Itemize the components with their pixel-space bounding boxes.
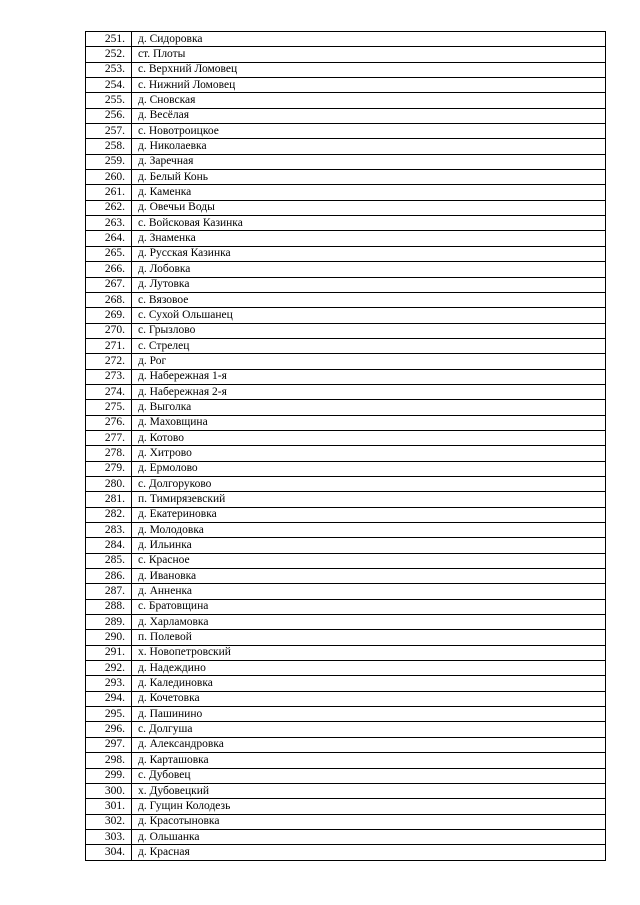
row-number-cell: 294.: [86, 691, 132, 706]
table-row: [86, 829, 606, 844]
row-number-cell: 273.: [86, 369, 132, 384]
table-row: [86, 492, 606, 507]
table-row: [86, 722, 606, 737]
table-row: [86, 845, 606, 860]
row-number-cell: 257.: [86, 124, 132, 139]
settlement-name-cell: д. Гущин Колодезь: [132, 799, 606, 814]
settlement-name-cell: д. Карташовка: [132, 753, 606, 768]
table-row: [86, 476, 606, 491]
table-row: [86, 354, 606, 369]
row-number-cell: 295.: [86, 707, 132, 722]
row-number-cell: 258.: [86, 139, 132, 154]
settlement-name-cell: д. Овечьи Воды: [132, 200, 606, 215]
row-number-cell: 256.: [86, 108, 132, 123]
table-row: [86, 139, 606, 154]
row-number-cell: 280.: [86, 476, 132, 491]
table-row: [86, 430, 606, 445]
row-number-cell: 302.: [86, 814, 132, 829]
row-number-cell: 251.: [86, 32, 132, 47]
row-number-cell: 279.: [86, 461, 132, 476]
table-row: [86, 737, 606, 752]
row-number-cell: 292.: [86, 661, 132, 676]
row-number-cell: 283.: [86, 523, 132, 538]
settlement-name-cell: д. Красная: [132, 845, 606, 860]
table-row: [86, 615, 606, 630]
table-row: [86, 553, 606, 568]
settlement-name-cell: х. Новопетровский: [132, 645, 606, 660]
table-row: [86, 415, 606, 430]
row-number-cell: 266.: [86, 262, 132, 277]
settlement-name-cell: д. Рог: [132, 354, 606, 369]
row-number-cell: 261.: [86, 185, 132, 200]
table-row: [86, 814, 606, 829]
row-number-cell: 253.: [86, 62, 132, 77]
table-row: [86, 753, 606, 768]
row-number-cell: 298.: [86, 753, 132, 768]
table-row: [86, 538, 606, 553]
row-number-cell: 254.: [86, 78, 132, 93]
table-row: [86, 323, 606, 338]
table-row: [86, 78, 606, 93]
settlement-name-cell: д. Александровка: [132, 737, 606, 752]
row-number-cell: 271.: [86, 338, 132, 353]
settlement-name-cell: д. Красотыновка: [132, 814, 606, 829]
table-row: [86, 369, 606, 384]
settlement-name-cell: д. Ильинка: [132, 538, 606, 553]
settlement-name-cell: д. Белый Конь: [132, 170, 606, 185]
settlement-name-cell: д. Ермолово: [132, 461, 606, 476]
table-row: [86, 308, 606, 323]
settlement-name-cell: с. Стрелец: [132, 338, 606, 353]
row-number-cell: 297.: [86, 737, 132, 752]
settlement-name-cell: с. Нижний Ломовец: [132, 78, 606, 93]
row-number-cell: 265.: [86, 246, 132, 261]
settlement-name-cell: д. Заречная: [132, 154, 606, 169]
row-number-cell: 286.: [86, 569, 132, 584]
row-number-cell: 269.: [86, 308, 132, 323]
settlement-name-cell: с. Войсковая Казинка: [132, 216, 606, 231]
table-row: [86, 277, 606, 292]
table-row: [86, 584, 606, 599]
table-row: [86, 569, 606, 584]
settlement-name-cell: с. Сухой Ольшанец: [132, 308, 606, 323]
table-row: [86, 507, 606, 522]
row-number-cell: 252.: [86, 47, 132, 62]
table-row: [86, 62, 606, 77]
table-row: [86, 676, 606, 691]
settlements-table: [85, 31, 606, 861]
settlement-name-cell: с. Новотроицкое: [132, 124, 606, 139]
table-row: [86, 599, 606, 614]
row-number-cell: 288.: [86, 599, 132, 614]
table-row: [86, 691, 606, 706]
settlement-name-cell: п. Полевой: [132, 630, 606, 645]
table-row: [86, 707, 606, 722]
settlement-name-cell: д. Знаменка: [132, 231, 606, 246]
row-number-cell: 264.: [86, 231, 132, 246]
table-row: [86, 124, 606, 139]
table-row: [86, 246, 606, 261]
table-row: [86, 108, 606, 123]
table-row: [86, 216, 606, 231]
row-number-cell: 303.: [86, 829, 132, 844]
table-row: [86, 799, 606, 814]
settlement-name-cell: д. Екатериновка: [132, 507, 606, 522]
settlement-name-cell: д. Ольшанка: [132, 829, 606, 844]
table-row: [86, 47, 606, 62]
settlement-name-cell: д. Калединовка: [132, 676, 606, 691]
settlement-name-cell: д. Каменка: [132, 185, 606, 200]
row-number-cell: 270.: [86, 323, 132, 338]
table-row: [86, 154, 606, 169]
row-number-cell: 282.: [86, 507, 132, 522]
table-row: [86, 292, 606, 307]
settlement-name-cell: д. Кочетовка: [132, 691, 606, 706]
settlements-table-body: [86, 32, 606, 861]
table-row: [86, 384, 606, 399]
row-number-cell: 289.: [86, 615, 132, 630]
row-number-cell: 296.: [86, 722, 132, 737]
settlement-name-cell: с. Грызлово: [132, 323, 606, 338]
table-row: [86, 200, 606, 215]
table-row: [86, 185, 606, 200]
settlement-name-cell: д. Набережная 1-я: [132, 369, 606, 384]
settlement-name-cell: д. Пашинино: [132, 707, 606, 722]
table-row: [86, 630, 606, 645]
row-number-cell: 263.: [86, 216, 132, 231]
table-row: [86, 338, 606, 353]
table-row: [86, 645, 606, 660]
table-row: [86, 523, 606, 538]
settlement-name-cell: д. Лобовка: [132, 262, 606, 277]
settlement-name-cell: с. Долгуша: [132, 722, 606, 737]
row-number-cell: 277.: [86, 430, 132, 445]
row-number-cell: 290.: [86, 630, 132, 645]
settlement-name-cell: с. Красное: [132, 553, 606, 568]
row-number-cell: 287.: [86, 584, 132, 599]
settlement-name-cell: с. Братовщина: [132, 599, 606, 614]
row-number-cell: 274.: [86, 384, 132, 399]
settlement-name-cell: д. Молодовка: [132, 523, 606, 538]
settlement-name-cell: с. Дубовец: [132, 768, 606, 783]
settlement-name-cell: д. Надеждино: [132, 661, 606, 676]
table-row: [86, 461, 606, 476]
row-number-cell: 262.: [86, 200, 132, 215]
settlement-name-cell: д. Набережная 2-я: [132, 384, 606, 399]
settlement-name-cell: д. Харламовка: [132, 615, 606, 630]
settlement-name-cell: с. Вязовое: [132, 292, 606, 307]
settlement-name-cell: с. Долгоруково: [132, 476, 606, 491]
row-number-cell: 255.: [86, 93, 132, 108]
row-number-cell: 275.: [86, 400, 132, 415]
settlement-name-cell: с. Верхний Ломовец: [132, 62, 606, 77]
settlement-name-cell: д. Анненка: [132, 584, 606, 599]
settlement-name-cell: д. Весёлая: [132, 108, 606, 123]
row-number-cell: 299.: [86, 768, 132, 783]
row-number-cell: 285.: [86, 553, 132, 568]
table-row: [86, 783, 606, 798]
row-number-cell: 281.: [86, 492, 132, 507]
table-row: [86, 400, 606, 415]
row-number-cell: 300.: [86, 783, 132, 798]
row-number-cell: 268.: [86, 292, 132, 307]
table-row: [86, 32, 606, 47]
table-row: [86, 446, 606, 461]
row-number-cell: 291.: [86, 645, 132, 660]
row-number-cell: 259.: [86, 154, 132, 169]
settlement-name-cell: д. Русская Казинка: [132, 246, 606, 261]
row-number-cell: 293.: [86, 676, 132, 691]
row-number-cell: 301.: [86, 799, 132, 814]
settlement-name-cell: д. Котово: [132, 430, 606, 445]
settlement-name-cell: д. Хитрово: [132, 446, 606, 461]
settlement-name-cell: д. Николаевка: [132, 139, 606, 154]
settlement-name-cell: д. Сновская: [132, 93, 606, 108]
table-row: [86, 262, 606, 277]
settlement-name-cell: д. Лутовка: [132, 277, 606, 292]
table-row: [86, 231, 606, 246]
table-row: [86, 768, 606, 783]
row-number-cell: 272.: [86, 354, 132, 369]
settlement-name-cell: д. Выголка: [132, 400, 606, 415]
table-row: [86, 661, 606, 676]
settlement-name-cell: д. Сидоровка: [132, 32, 606, 47]
row-number-cell: 304.: [86, 845, 132, 860]
row-number-cell: 267.: [86, 277, 132, 292]
row-number-cell: 284.: [86, 538, 132, 553]
settlement-name-cell: х. Дубовецкий: [132, 783, 606, 798]
settlement-name-cell: п. Тимирязевский: [132, 492, 606, 507]
row-number-cell: 276.: [86, 415, 132, 430]
table-row: [86, 93, 606, 108]
settlement-name-cell: д. Ивановка: [132, 569, 606, 584]
table-row: [86, 170, 606, 185]
settlement-name-cell: д. Маховщина: [132, 415, 606, 430]
row-number-cell: 278.: [86, 446, 132, 461]
settlement-name-cell: ст. Плоты: [132, 47, 606, 62]
row-number-cell: 260.: [86, 170, 132, 185]
